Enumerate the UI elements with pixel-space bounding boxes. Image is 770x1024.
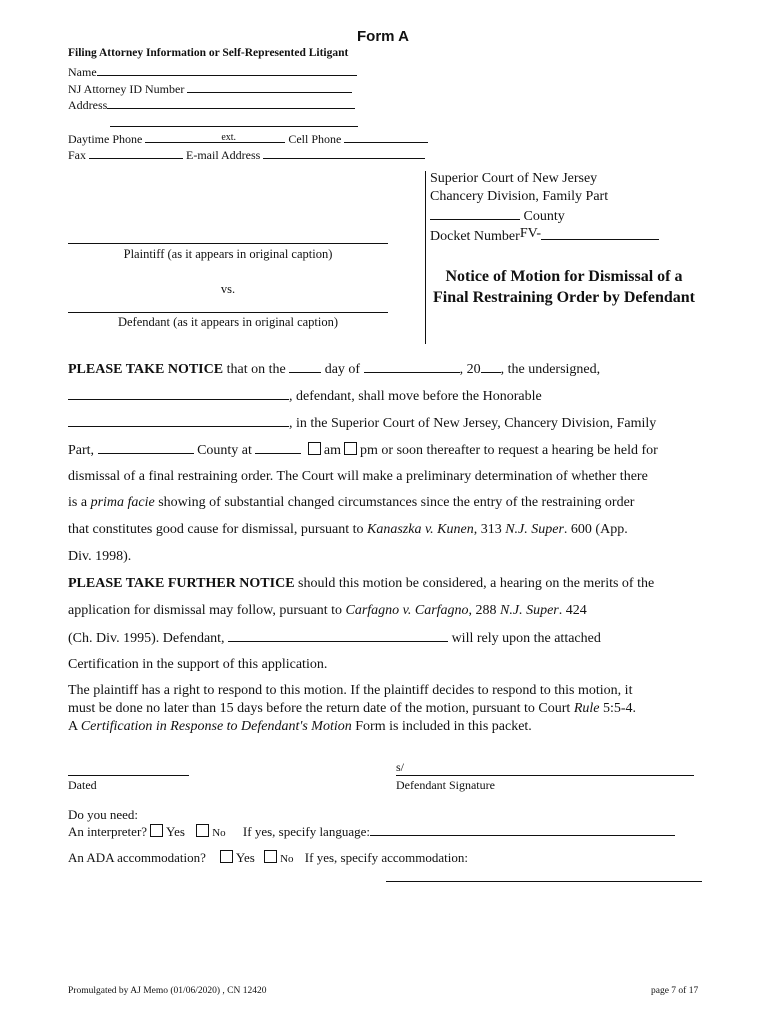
notice-text: should this motion be considered, a hearing on the merits of the [294, 576, 655, 591]
ada-yes-checkbox[interactable] [220, 850, 233, 863]
defendant-name-blank[interactable] [68, 388, 289, 400]
interpreter-yes-checkbox[interactable] [150, 824, 163, 837]
defendant-blank[interactable] [228, 630, 448, 642]
notice-text: Form is included in this packet. [351, 719, 532, 734]
attorney-id-field[interactable] [68, 81, 352, 97]
fax-label: Fax [68, 148, 86, 162]
county-line [430, 208, 520, 220]
notice-text: that constitutes good cause for dismissal, pursuant to [68, 522, 368, 537]
county-label: County [523, 209, 565, 224]
signature-line[interactable] [396, 775, 694, 776]
interpreter-label: An interpreter? [68, 824, 148, 839]
further-line-2 [68, 603, 587, 619]
notice-text: . 600 (App. [563, 522, 628, 537]
notice-text: showing of substantial changed circumstances since the entry of the restraining order [154, 495, 635, 510]
yes-label: Yes [166, 824, 185, 839]
notice-line-1 [68, 361, 600, 378]
yes-label: Yes [235, 850, 255, 865]
notice-line-3 [68, 415, 656, 432]
response-line-2 [68, 701, 636, 717]
notice-text: must be done no later than 15 days before the return date of the motion, pursuant to Court [68, 701, 574, 716]
form-label: Form A [357, 28, 409, 45]
defendant-signature-label: Defendant Signature [396, 778, 495, 792]
notice-line-6 [68, 495, 634, 511]
language-label: If yes, specify language: [242, 824, 370, 839]
name-field[interactable] [68, 64, 357, 80]
notice-text: County at [193, 443, 256, 458]
dated-line[interactable] [68, 775, 189, 776]
fax-line[interactable] [89, 147, 183, 159]
attorney-id-line [187, 81, 352, 93]
notice-line-8: Div. 1998). [68, 549, 132, 564]
notice-text: A [68, 719, 81, 734]
notice-text: (Ch. Div. 1995). Defendant, [68, 631, 229, 646]
no-label: No [212, 827, 226, 839]
judge-name-blank[interactable] [68, 415, 289, 427]
notice-text: 5:5-4. [599, 701, 637, 716]
daytime-phone-label: Daytime Phone [68, 132, 143, 146]
name-line [97, 64, 357, 76]
time-blank[interactable] [255, 442, 301, 454]
notice-text: , defendant, shall move before the Honorable [289, 389, 542, 404]
defendant-label: Defendant (as it appears in original caption) [117, 315, 339, 329]
cell-phone-line[interactable] [344, 131, 428, 143]
document-title: Notice of Motion for Dismissal of a Final Restraining Order by Defendant [433, 268, 695, 306]
court-line-2: Chancery Division, Family Part [430, 189, 609, 204]
am-label: am [323, 443, 342, 458]
name-label: Name [68, 65, 97, 79]
accommodation-label: If yes, specify accommodation: [304, 850, 468, 865]
address-field[interactable] [68, 97, 355, 113]
ext-label: ext. [221, 132, 237, 143]
notice-text: Part, [68, 443, 98, 458]
court-line-1: Superior Court of New Jersey [430, 171, 598, 186]
am-checkbox[interactable] [308, 442, 321, 455]
ada-row [68, 850, 468, 866]
docket-field[interactable] [430, 228, 659, 245]
notice-text: day of [321, 362, 364, 377]
notice-text: that on the [223, 362, 290, 377]
footer-promulgated: Promulgated by AJ Memo (01/06/2020) , CN 12420 [68, 986, 267, 996]
day-blank[interactable] [289, 361, 321, 373]
filing-heading: Filing Attorney Information or Self-Represented Litigant [68, 47, 349, 59]
pm-label: pm or soon thereafter to request a hearing be held for [360, 443, 658, 458]
notice-text: , 288 [468, 603, 501, 618]
notice-text: , the undersigned, [500, 362, 601, 377]
interpreter-row [68, 824, 675, 840]
notice-line-5: dismissal of a final restraining order. The Court will make a preliminary determination of whether there [68, 469, 648, 484]
cell-phone-label: Cell Phone [288, 132, 342, 146]
plaintiff-label: Plaintiff (as it appears in original caption) [123, 247, 333, 261]
sig-prefix: s/ [396, 760, 405, 774]
footer-page: page 7 of 17 [651, 986, 699, 996]
address-line-2[interactable] [110, 126, 358, 127]
docket-label: Docket Number [430, 229, 520, 244]
ada-no-checkbox[interactable] [264, 850, 277, 863]
further-line-4: Certification in the support of this application. [68, 657, 328, 672]
vs-label: vs. [220, 282, 236, 296]
further-line-1 [68, 576, 654, 592]
response-line-3 [68, 719, 532, 735]
county-field[interactable] [430, 208, 565, 225]
address-line [107, 97, 355, 109]
interpreter-no-checkbox[interactable] [196, 824, 209, 837]
email-line[interactable] [263, 147, 425, 159]
ada-label: An ADA accommodation? [68, 850, 206, 865]
further-line-3 [68, 630, 601, 647]
fax-row [68, 147, 425, 163]
case-citation: Carfagno v. Carfagno [345, 603, 469, 618]
docket-line [541, 228, 659, 240]
notice-text: . 424 [558, 603, 587, 618]
rule-text: Rule [573, 701, 600, 716]
notice-line-4 [68, 442, 658, 459]
notice-text: , 313 [473, 522, 506, 537]
notice-text: , in the Superior Court of New Jersey, Chancery Division, Family [289, 416, 657, 431]
month-blank[interactable] [364, 361, 460, 373]
attorney-id-label: NJ Attorney ID Number [68, 82, 185, 96]
further-lead: PLEASE TAKE FURTHER NOTICE [68, 576, 295, 591]
defendant-line[interactable] [68, 312, 388, 313]
phone-row [68, 131, 428, 147]
notice-text: application for dismissal may follow, pursuant to [68, 603, 346, 618]
daytime-phone-line[interactable] [145, 131, 285, 143]
reporter-citation: N.J. Super [500, 603, 559, 618]
notice-line-2 [68, 388, 542, 405]
notice-text: will rely upon the attached [448, 631, 601, 646]
case-citation: Kanaszka v. Kunen [367, 522, 474, 537]
year-blank[interactable] [481, 361, 501, 373]
certification-title: Certification in Response to Defendant's Motion [80, 719, 352, 734]
no-label: No [280, 853, 294, 865]
plaintiff-line[interactable] [68, 243, 388, 244]
pm-checkbox[interactable] [344, 442, 357, 455]
needs-question: Do you need: [68, 807, 139, 822]
accommodation-line[interactable] [386, 881, 702, 882]
county-blank[interactable] [98, 442, 194, 454]
caption-divider [425, 171, 426, 344]
docket-prefix: FV- [519, 226, 542, 241]
email-label: E-mail Address [186, 148, 261, 162]
notice-line-7 [68, 522, 628, 538]
notice-text: , 20 [459, 362, 481, 377]
notice-lead: PLEASE TAKE NOTICE [68, 362, 224, 377]
address-label: Address [68, 98, 108, 112]
notice-text: prima facie [90, 495, 155, 510]
response-line-1: The plaintiff has a right to respond to this motion. If the plaintiff decides to respond to this motion, it [68, 683, 633, 698]
dated-label: Dated [68, 778, 97, 792]
notice-text: is a [68, 495, 91, 510]
reporter-citation: N.J. Super [505, 522, 564, 537]
language-line[interactable] [370, 824, 675, 836]
